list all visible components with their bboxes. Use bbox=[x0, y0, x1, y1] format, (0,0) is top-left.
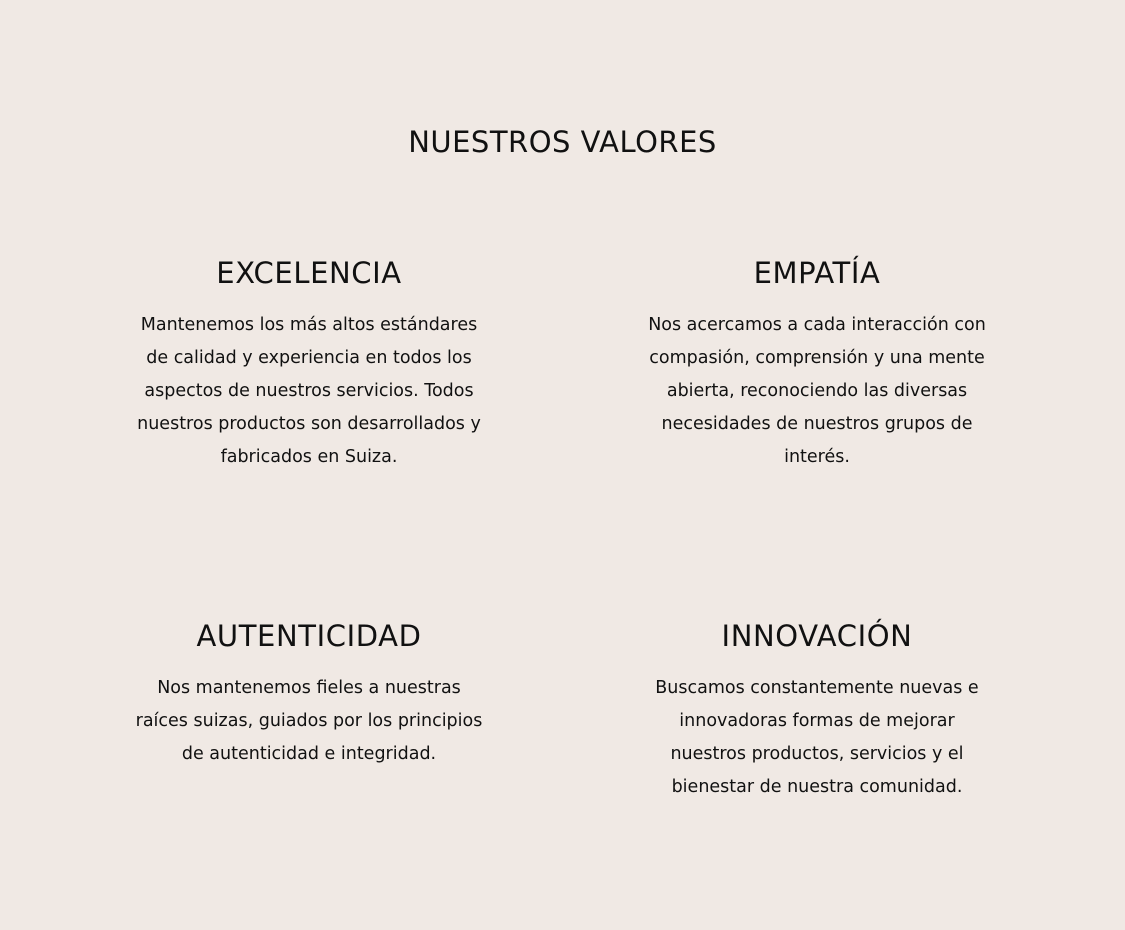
value-card-empatia bbox=[627, 251, 1007, 474]
value-card-innovacion bbox=[627, 614, 1007, 804]
value-description: Nos mantenemos fieles a nuestras raíces suizas, guiados por los principios de autenticidad e integridad. bbox=[135, 678, 483, 764]
value-card-excelencia bbox=[119, 251, 499, 474]
value-heading: EMPATÍA bbox=[753, 256, 881, 290]
value-heading: EXCELENCIA bbox=[216, 256, 402, 290]
value-heading: INNOVACIÓN bbox=[721, 619, 913, 653]
value-card-autenticidad bbox=[119, 614, 499, 771]
value-description: Nos acercamos a cada interacción con compasión, comprensión y una mente abierta, reconociendo las diversas necesidades de nuestros grupos de interés. bbox=[648, 315, 986, 467]
section-title: NUESTROS VALORES bbox=[408, 125, 717, 159]
value-description: Mantenemos los más altos estándares de calidad y experiencia en todos los aspectos de nuestros servicios. Todos nuestros productos son desarrollados y fabricados en Suiza. bbox=[137, 315, 481, 467]
value-heading: AUTENTICIDAD bbox=[196, 619, 422, 653]
value-description: Buscamos constantemente nuevas e innovadoras formas de mejorar nuestros productos, servicios y el bienestar de nuestra comunidad. bbox=[655, 678, 979, 797]
